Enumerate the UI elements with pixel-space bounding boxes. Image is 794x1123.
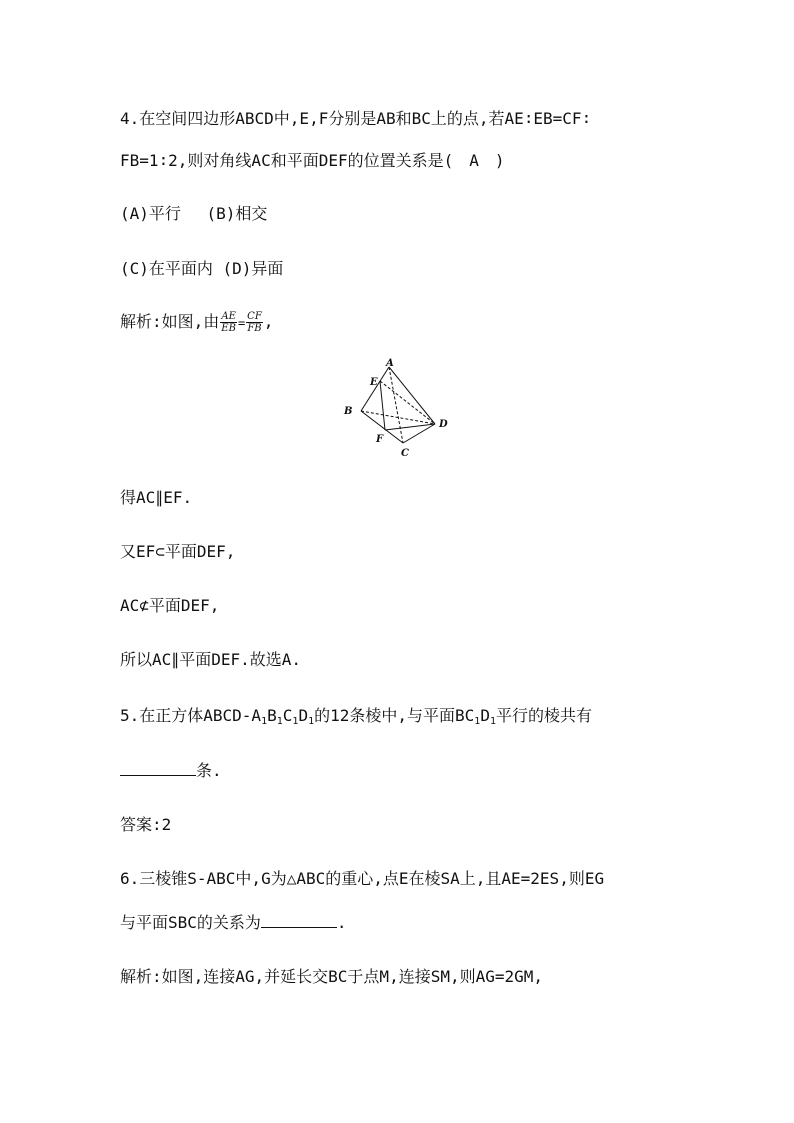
fraction-numerator: AE (221, 311, 236, 322)
label-c: C (401, 448, 409, 459)
label-a: A (386, 358, 394, 369)
tetrahedron-figure (338, 355, 458, 465)
q6-stem-line2 (120, 912, 347, 934)
analysis-prefix: 解析:如图,由 (120, 312, 220, 331)
q4-options-cd: (C)在平面内 (D)异面 (120, 259, 284, 278)
q4-step4: 所以AC∥平面DEF.故选A. (120, 650, 302, 669)
q5-text: D (480, 706, 490, 725)
segment-ed-dashed (380, 381, 435, 424)
edge-ad (389, 367, 435, 424)
subscript: 1 (489, 716, 496, 727)
subscript: 1 (292, 716, 299, 727)
label-f: F (376, 434, 384, 445)
q5-text: D (298, 706, 309, 725)
q6-text: 与平面SBC的关系为 (120, 913, 261, 932)
label-b: B (344, 406, 353, 417)
q5-text: 5.在正方体ABCD-A (120, 706, 262, 725)
answer-blank (120, 774, 196, 776)
q5-text: 平行的棱共有 (496, 706, 593, 725)
q5-stem-line2 (120, 760, 222, 782)
segment-ef (380, 381, 385, 430)
fraction-denominator: EB (221, 323, 236, 334)
segment-fd (385, 424, 435, 430)
q4-options-ab: (A)平行 (B)相交 (120, 204, 268, 223)
fraction-cf-fb (246, 311, 263, 334)
q4-step2: 又EF⊂平面DEF, (120, 542, 236, 561)
q4-analysis-line (120, 311, 273, 334)
q5-text: B (267, 706, 277, 725)
edge-ab (361, 367, 389, 411)
equals-sign: = (237, 316, 246, 330)
q6-stem-line1: 6.三棱锥S-ABC中,G为△ABC的重心,点E在棱SA上,且AE=2ES,则EG (120, 869, 605, 888)
q5-stem-line1 (120, 705, 592, 733)
fraction-denominator: FB (247, 323, 262, 334)
q4-step1: 得AC∥EF. (120, 488, 193, 507)
edge-ac-dashed (389, 367, 403, 443)
q4-step3: AC⊄平面DEF, (120, 596, 220, 615)
q4-stem-line2: FB=1∶2,则对角线AC和平面DEF的位置关系是( A ) (120, 151, 505, 170)
label-d: D (439, 419, 448, 430)
label-e: E (370, 377, 378, 388)
subscript: 1 (474, 716, 481, 727)
q6-text: . (336, 913, 347, 932)
subscript: 1 (276, 716, 283, 727)
analysis-suffix: , (263, 312, 274, 331)
q4-stem-line1: 4.在空间四边形ABCD中,E,F分别是AB和BC上的点,若AE∶EB=CF∶ (120, 109, 592, 128)
q6-analysis: 解析:如图,连接AG,并延长交BC于点M,连接SM,则AG=2GM, (120, 967, 544, 986)
answer-blank (261, 926, 337, 928)
subscript: 1 (308, 716, 315, 727)
q5-text: 条. (196, 761, 222, 780)
q5-text: C (282, 706, 293, 725)
q5-text: 的12条棱中,与平面BC (314, 706, 475, 725)
fraction-numerator: CF (247, 311, 262, 322)
fraction-ae-eb (220, 311, 237, 334)
edge-bd-dashed (361, 411, 435, 424)
subscript: 1 (261, 716, 268, 727)
q5-answer: 答案:2 (120, 815, 172, 834)
